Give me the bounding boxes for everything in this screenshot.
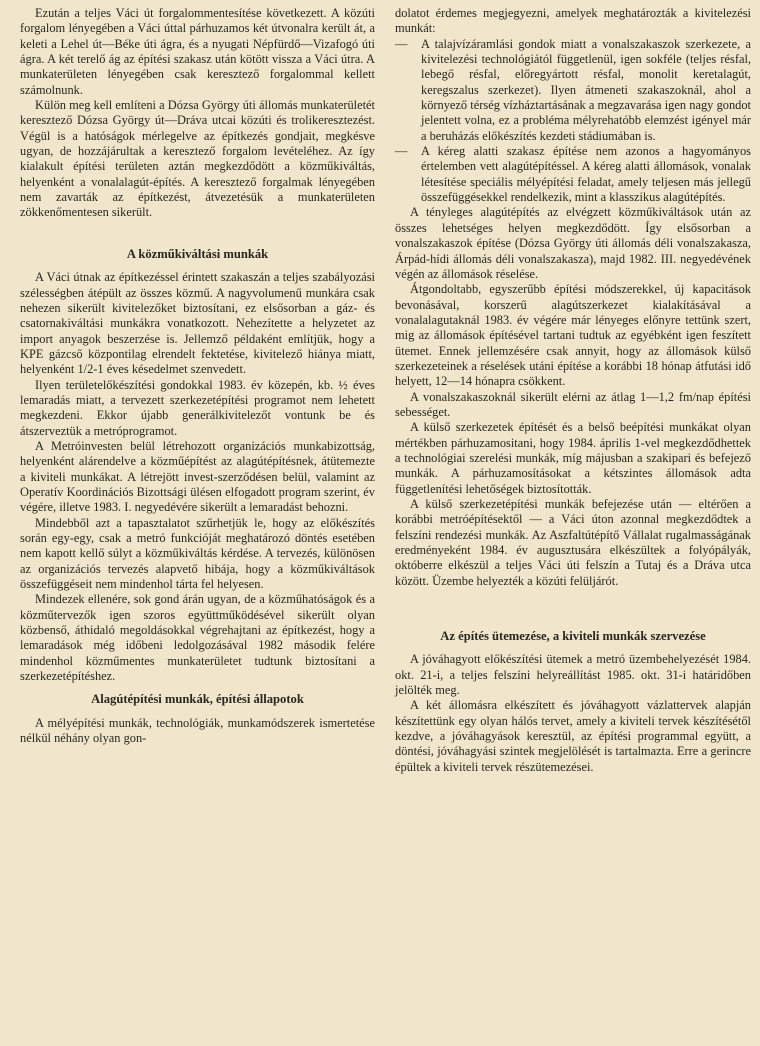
left-column [20, 6, 375, 746]
paragraph: A jóváhagyott előkészítési ütemek a metró üzembehelyezését 1984. okt. 21-i, a teljes felszíni helyreállítást 1985. okt. 31-i határidőben jelölték meg. [395, 652, 751, 698]
dash-marker: — [395, 144, 408, 159]
paragraph: Ilyen területelőkészítési gondokkal 1983. év közepén, kb. ½ éves lemaradás miatt, a tervezett szerkezetépítési programot nem lehetett megkezdeni. Ekkor újabb generálkivitelezőt vontunk be és átszerveztük a metróprogramot. [20, 377, 375, 438]
dash-marker: — [395, 36, 408, 51]
paragraph: Mindebből azt a tapasztalatot szűrhetjük le, hogy az előkészítés során egy-egy, csak a metró funkcióját meghatározó döntés esetében nem kapott kellő súlyt a közműkiváltás kérdése. A tervezés, különösen az organizációs tervezés alapvető hibája, hogy a közműkiváltások összefüggéseit nem mindenhol tárta fel helyesen. [20, 515, 375, 592]
right-column [395, 6, 751, 775]
dash-list-item [395, 37, 751, 144]
section-heading: Az építés ütemezése, a kiviteli munkák szervezése [440, 629, 706, 644]
paragraph: A Váci útnak az építkezéssel érintett szakaszán a teljes szabályozási szélességben átépült az összes közmű. A nagyvolumenű munkára csak nehezen sikerült kivitelezőket biztosítani, ez elsősorban a gáz- és csatornakiváltási munkákra vonatkozott. Nehezítette a helyzetet az import anyagok beszerzése is. Jellemző példaként említjük, hogy a KPE gázcső központilag elrendelt fektetése, kivitelező hiánya miatt, helyenként 1/2-1 éves késedelmet szenvedett. [20, 270, 375, 377]
dash-item-text: A kéreg alatti szakasz építése nem azonos a hagyományos értelemben vett alagútépítéssel. A kéreg alatti állomások, vonalak létesítése speciális mélyépítési feladat, amely teljesen más jellegű összefüggésekkel rendelkezik, mint a klasszikus alagútépítés. [421, 144, 751, 205]
paragraph: Mindezek ellenére, sok gond árán ugyan, de a közműhatóságok és a közműtervezők igen szoros együttműködésével sikerült olyan közbenső, áthidaló megoldásokkal végrehajtani az építkezést, hogy a lemaradások még időbeni ledolgozásával 1982 második felére mindenhol közműmentes munkaterületet tudtunk biztosítani a szerkezetépítéshez. [20, 592, 375, 684]
paragraph: A Metróinvesten belül létrehozott organizációs munkabizottság, helyenként alárendelve a közműépítést az alagútépítésnek, átütemezte a kiviteli munkákat. A létrejött invest-szerződésen belül, valamint az Operatív Koordinációs Bizottsági ülésen elfogadott program szerint, év végére, illetve 1983. I. negyedévére sikerült a lemaradást behozni. [20, 438, 375, 515]
paragraph: Átgondoltabb, egyszerűbb építési módszerekkel, új kapacitások bevonásával, korszerű alagútszerkezet kialakításával a vonalalagutaknál 1983. év végére már lényeges előnyre tettünk szert, mig az állomások építésével tartani tudtuk az egyébként igen feszített ütemet. Ennek jellemzésére csak annyit, hogy az állomások külső szerkezeteinek a réselések utáni építése a korábbi 18 hónap átfutási idő helyett, 12—14 hónapra csökkent. [395, 282, 751, 389]
paragraph: Ezután a teljes Váci út forgalommentesítése következett. A közúti forgalom lényegében a Váci úttal párhuzamos két útvonalra került át, a keleti a Lehel út—Béke úti ágra, és a nyugati Népfürdő—Vizafogó úti ágra. A két terelő ág az építési szakasz után kötött vissza a Váci útra. A munkaterületen lényegében csak keresztező forgalommal kellett számolnunk. [20, 6, 375, 97]
paragraph: dolatot érdemes megjegyezni, amelyek meghatározták a kivitelezési munkát: [395, 6, 751, 36]
paragraph: A külső szerkezetek építését és a belső beépítési munkákat olyan mértékben párhuzamositani, hogy 1984. április 1-vel megkezdődhettek a technológiai szerelési munkák, míg májusban a szakipari és befejező munkák. A párhuzamosításokat a kétszintes állomások adta függetlenítési lehetőségek biztosították. [395, 420, 751, 496]
paragraph: Külön meg kell említeni a Dózsa György úti állomás munkaterületét keresztező Dózsa György út—Dráva utcai közúti és trolikeresztezést. Végül is a hatóságok mérlegelve az építkezés gondjait, megkésve ugyan, de hozzájárultak a keresztező forgalom levételéhez. Az így kialakult építési területen aztán megkezdődött a közműkiváltás, helyenként a vonalalagút-építés. A keresztező forgalmak lényegében nem zavarták az építkezést, átvezetésük a munkaterületen zökkenőmentesen sikerült. [20, 98, 375, 220]
paragraph: A két állomásra elkészített és jóváhagyott vázlattervek alapján készítettünk egy olyan hálós tervet, amely a kiviteli tervek készítésétől kezdve, a jóváhagyások keresztül, az építési programmal együtt, a döntési, jóváhagyási szintek megjelölését is tartalmazta. Erre a gerincre épültek a kiviteli tervek részütemezései. [395, 698, 751, 774]
paragraph: A mélyépítési munkák, technológiák, munkamódszerek ismertetése nélkül néhány olyan gon- [20, 715, 375, 746]
paragraph: A külső szerkezetépítési munkák befejezése után — eltérően a korábbi metróépítésektől — a Váci úton azonnal megkezdődtek a felszíni rendezési munkák. Az Aszfaltútépítő Vállalat rugalmasságának eredményeként 1984. év augusztusára elkészültek a folyópályák, októberre elkészül a teljes Váci úti felszín a Tutaj és a Dráva utca között. Üzembe helyezték a közúti felüljárót. [395, 497, 751, 588]
paragraph: A vonalszakaszoknál sikerült elérni az átlag 1—1,2 fm/nap építési sebességet. [395, 389, 751, 419]
paragraph: A tényleges alagútépítés az elvégzett közműkiváltások után az összes lehetséges helyen megkezdődött. Így elsősorban a vonalszakaszok építése (Dózsa György úti állomás déli vonalszakasza, Árpád-hídi állomás déli vonalszakasza), majd 1982. III. negyedévének végén az állomások réselése. [395, 205, 751, 281]
dash-list-item [395, 144, 751, 205]
dash-item-text: A talajvízáramlási gondok miatt a vonalszakaszok szerkezete, a kivitelezési technológiától függetlenül, igen sokféle (teljes résfal, lebegő résfal, előregyártott résfal, monolit keretalagút, keregszalus szerkezet). Ilyen átmeneti szakaszoknál, ahol a környező térség vízháztartásának a megzavarása igen nagy gondot jelentett volna, ez a probléma mélyrehatóbb elemzést igényel már a beruházás előkészítés kezdeti stádiumában is. [421, 36, 751, 143]
section-heading: A közműkiváltási munkák [126, 246, 269, 261]
section-heading: Alagútépítési munkák, építési állapotok [91, 692, 304, 707]
